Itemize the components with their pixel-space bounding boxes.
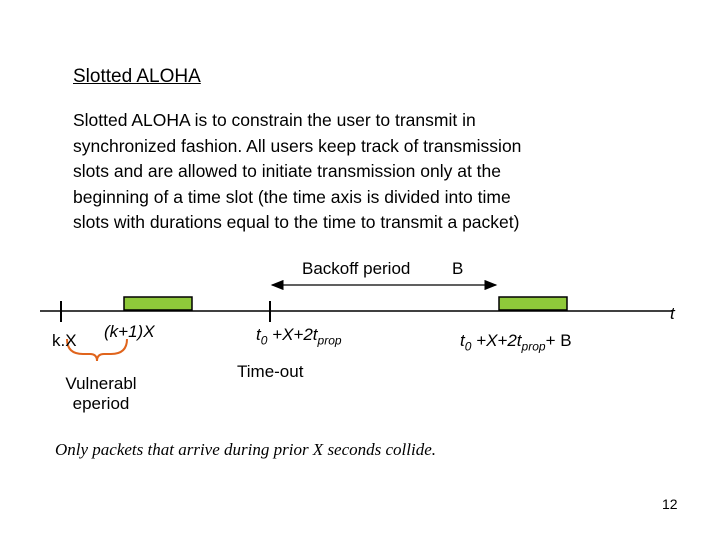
backoff-period-label: Backoff period	[302, 259, 411, 278]
packet-1	[124, 297, 192, 310]
body-line: Slotted ALOHA is to constrain the user to transmit in	[73, 110, 476, 130]
vulnerable-period-label: Vulnerabl eperiod	[65, 374, 137, 413]
body-line: slots with durations equal to the time to transmit a packet)	[73, 212, 520, 232]
packet-2	[499, 297, 567, 310]
k1x-label: (k+1)X	[104, 322, 155, 341]
t-axis-label: t	[670, 304, 675, 323]
page-number: 12	[662, 496, 678, 512]
slide-title: Slotted ALOHA	[73, 66, 201, 87]
body-line: beginning of a time slot (the time axis is divided into time	[73, 186, 511, 207]
t0-x2tprop-b-label: $t_0 +X+2t_{prop}+ B$	[460, 331, 572, 354]
collision-note: Only packets that arrive during prior X seconds collide.	[55, 440, 437, 459]
body-line: slots and are allowed to initiate transmission only at the	[73, 161, 502, 181]
t0-x2tprop-label: $t_0 +X+2t_{prop}$	[256, 325, 342, 348]
body-line: synchronized fashion. All users keep track of transmission	[73, 135, 522, 156]
kx-label: k.X	[52, 331, 77, 350]
b-label: B	[452, 259, 464, 278]
timeout-label: Time-out	[237, 362, 304, 381]
